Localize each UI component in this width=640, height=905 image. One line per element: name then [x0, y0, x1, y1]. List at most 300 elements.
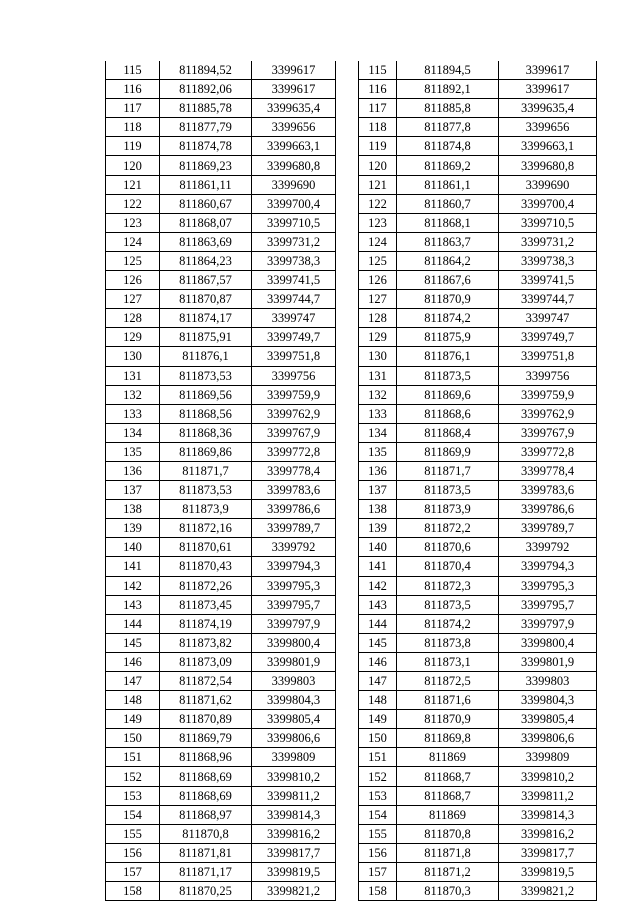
x-coordinate-cell: 811868,07: [160, 213, 252, 232]
x-coordinate-cell: 811873,5: [397, 595, 499, 614]
y-coordinate-cell: 3399759,9: [499, 385, 597, 404]
x-coordinate-cell: 811868,69: [160, 786, 252, 805]
table-row: [106, 137, 336, 156]
table-row: [106, 748, 336, 767]
y-coordinate-cell: 3399741,5: [252, 271, 336, 290]
point-number-cell: 131: [106, 366, 160, 385]
table-row: [106, 614, 336, 633]
y-coordinate-cell: 3399749,7: [499, 328, 597, 347]
table-row: [106, 519, 336, 538]
table-row: [106, 251, 336, 270]
point-number-cell: 125: [359, 251, 397, 270]
x-coordinate-cell: 811870,6: [397, 538, 499, 557]
x-coordinate-cell: 811873,5: [397, 481, 499, 500]
point-number-cell: 153: [106, 786, 160, 805]
y-coordinate-cell: 3399663,1: [252, 137, 336, 156]
y-coordinate-cell: 3399819,5: [252, 862, 336, 881]
coordinates-table-original: [105, 61, 336, 901]
point-number-cell: 132: [106, 385, 160, 404]
y-coordinate-cell: 3399656: [499, 118, 597, 137]
y-coordinate-cell: 3399805,4: [499, 710, 597, 729]
x-coordinate-cell: 811870,9: [397, 290, 499, 309]
table-row: [359, 366, 597, 385]
y-coordinate-cell: 3399801,9: [499, 652, 597, 671]
point-number-cell: 123: [106, 213, 160, 232]
table-row: [359, 232, 597, 251]
y-coordinate-cell: 3399700,4: [499, 194, 597, 213]
point-number-cell: 143: [106, 595, 160, 614]
x-coordinate-cell: 811868,7: [397, 786, 499, 805]
y-coordinate-cell: 3399795,7: [499, 595, 597, 614]
point-number-cell: 119: [359, 137, 397, 156]
table-row: [359, 423, 597, 442]
x-coordinate-cell: 811868,97: [160, 805, 252, 824]
point-number-cell: 140: [106, 538, 160, 557]
point-number-cell: 132: [359, 385, 397, 404]
table-row: [359, 80, 597, 99]
x-coordinate-cell: 811870,25: [160, 882, 252, 901]
table-row: [359, 767, 597, 786]
y-coordinate-cell: 3399617: [499, 80, 597, 99]
point-number-cell: 136: [106, 461, 160, 480]
y-coordinate-cell: 3399804,3: [252, 691, 336, 710]
point-number-cell: 128: [106, 309, 160, 328]
y-coordinate-cell: 3399816,2: [252, 824, 336, 843]
table-row: [106, 633, 336, 652]
point-number-cell: 137: [106, 481, 160, 500]
x-coordinate-cell: 811871,7: [397, 461, 499, 480]
table-row: [106, 423, 336, 442]
x-coordinate-cell: 811871,6: [397, 691, 499, 710]
y-coordinate-cell: 3399635,4: [252, 99, 336, 118]
y-coordinate-cell: 3399810,2: [252, 767, 336, 786]
point-number-cell: 115: [106, 61, 160, 80]
table-row: [359, 614, 597, 633]
y-coordinate-cell: 3399789,7: [252, 519, 336, 538]
table-row: [359, 385, 597, 404]
x-coordinate-cell: 811875,9: [397, 328, 499, 347]
y-coordinate-cell: 3399767,9: [252, 423, 336, 442]
y-coordinate-cell: 3399635,4: [499, 99, 597, 118]
table-row: [359, 271, 597, 290]
table-row: [359, 557, 597, 576]
x-coordinate-cell: 811874,78: [160, 137, 252, 156]
y-coordinate-cell: 3399794,3: [252, 557, 336, 576]
y-coordinate-cell: 3399738,3: [252, 251, 336, 270]
table-row: [106, 290, 336, 309]
x-coordinate-cell: 811868,6: [397, 404, 499, 423]
y-coordinate-cell: 3399800,4: [499, 633, 597, 652]
point-number-cell: 157: [359, 862, 397, 881]
table-row: [359, 347, 597, 366]
point-number-cell: 147: [359, 672, 397, 691]
point-number-cell: 145: [106, 633, 160, 652]
table-row: [359, 99, 597, 118]
x-coordinate-cell: 811873,9: [160, 500, 252, 519]
y-coordinate-cell: 3399810,2: [499, 767, 597, 786]
point-number-cell: 138: [106, 500, 160, 519]
y-coordinate-cell: 3399710,5: [499, 213, 597, 232]
x-coordinate-cell: 811861,1: [397, 175, 499, 194]
x-coordinate-cell: 811885,78: [160, 99, 252, 118]
table-row: [106, 232, 336, 251]
x-coordinate-cell: 811873,82: [160, 633, 252, 652]
point-number-cell: 149: [106, 710, 160, 729]
point-number-cell: 140: [359, 538, 397, 557]
y-coordinate-cell: 3399680,8: [252, 156, 336, 175]
y-coordinate-cell: 3399806,6: [252, 729, 336, 748]
y-coordinate-cell: 3399680,8: [499, 156, 597, 175]
point-number-cell: 158: [106, 882, 160, 901]
table-row: [106, 786, 336, 805]
y-coordinate-cell: 3399617: [499, 61, 597, 80]
point-number-cell: 150: [106, 729, 160, 748]
y-coordinate-cell: 3399751,8: [252, 347, 336, 366]
y-coordinate-cell: 3399817,7: [499, 843, 597, 862]
point-number-cell: 124: [106, 232, 160, 251]
y-coordinate-cell: 3399804,3: [499, 691, 597, 710]
table-row: [106, 824, 336, 843]
table-row: [359, 328, 597, 347]
x-coordinate-cell: 811864,2: [397, 251, 499, 270]
point-number-cell: 143: [359, 595, 397, 614]
x-coordinate-cell: 811872,54: [160, 672, 252, 691]
x-coordinate-cell: 811875,91: [160, 328, 252, 347]
point-number-cell: 133: [359, 404, 397, 423]
point-number-cell: 116: [359, 80, 397, 99]
point-number-cell: 148: [106, 691, 160, 710]
y-coordinate-cell: 3399797,9: [499, 614, 597, 633]
point-number-cell: 131: [359, 366, 397, 385]
x-coordinate-cell: 811868,56: [160, 404, 252, 423]
table-row: [106, 481, 336, 500]
table-row: [359, 748, 597, 767]
x-coordinate-cell: 811892,06: [160, 80, 252, 99]
x-coordinate-cell: 811871,8: [397, 843, 499, 862]
table-row: [359, 824, 597, 843]
y-coordinate-cell: 3399749,7: [252, 328, 336, 347]
x-coordinate-cell: 811869,86: [160, 442, 252, 461]
y-coordinate-cell: 3399805,4: [252, 710, 336, 729]
y-coordinate-cell: 3399747: [499, 309, 597, 328]
table-row: [106, 672, 336, 691]
point-number-cell: 121: [106, 175, 160, 194]
y-coordinate-cell: 3399821,2: [499, 882, 597, 901]
point-number-cell: 153: [359, 786, 397, 805]
x-coordinate-cell: 811876,1: [160, 347, 252, 366]
point-number-cell: 138: [359, 500, 397, 519]
x-coordinate-cell: 811860,7: [397, 194, 499, 213]
point-number-cell: 139: [359, 519, 397, 538]
point-number-cell: 155: [359, 824, 397, 843]
table-row: [106, 576, 336, 595]
y-coordinate-cell: 3399811,2: [252, 786, 336, 805]
table-row: [106, 99, 336, 118]
x-coordinate-cell: 811868,1: [397, 213, 499, 232]
y-coordinate-cell: 3399794,3: [499, 557, 597, 576]
table-row: [106, 557, 336, 576]
table-row: [359, 309, 597, 328]
coordinates-table-rounded: [358, 61, 597, 901]
table-row: [359, 691, 597, 710]
table-row: [106, 595, 336, 614]
y-coordinate-cell: 3399797,9: [252, 614, 336, 633]
point-number-cell: 155: [106, 824, 160, 843]
x-coordinate-cell: 811877,79: [160, 118, 252, 137]
x-coordinate-cell: 811869,79: [160, 729, 252, 748]
y-coordinate-cell: 3399738,3: [499, 251, 597, 270]
point-number-cell: 146: [106, 652, 160, 671]
table-row: [106, 404, 336, 423]
table-row: [106, 194, 336, 213]
table-row: [106, 80, 336, 99]
table-row: [106, 271, 336, 290]
x-coordinate-cell: 811873,1: [397, 652, 499, 671]
point-number-cell: 118: [106, 118, 160, 137]
y-coordinate-cell: 3399731,2: [499, 232, 597, 251]
table-row: [106, 500, 336, 519]
point-number-cell: 156: [106, 843, 160, 862]
table-row: [359, 461, 597, 480]
x-coordinate-cell: 811871,81: [160, 843, 252, 862]
point-number-cell: 144: [359, 614, 397, 633]
x-coordinate-cell: 811870,9: [397, 710, 499, 729]
x-coordinate-cell: 811872,2: [397, 519, 499, 538]
point-number-cell: 139: [106, 519, 160, 538]
x-coordinate-cell: 811868,7: [397, 767, 499, 786]
x-coordinate-cell: 811871,2: [397, 862, 499, 881]
point-number-cell: 150: [359, 729, 397, 748]
point-number-cell: 151: [106, 748, 160, 767]
y-coordinate-cell: 3399767,9: [499, 423, 597, 442]
x-coordinate-cell: 811870,8: [397, 824, 499, 843]
y-coordinate-cell: 3399795,7: [252, 595, 336, 614]
point-number-cell: 135: [359, 442, 397, 461]
y-coordinate-cell: 3399806,6: [499, 729, 597, 748]
x-coordinate-cell: 811870,4: [397, 557, 499, 576]
x-coordinate-cell: 811863,7: [397, 232, 499, 251]
x-coordinate-cell: 811871,62: [160, 691, 252, 710]
x-coordinate-cell: 811870,89: [160, 710, 252, 729]
y-coordinate-cell: 3399817,7: [252, 843, 336, 862]
point-number-cell: 133: [106, 404, 160, 423]
point-number-cell: 120: [359, 156, 397, 175]
table-row: [106, 805, 336, 824]
y-coordinate-cell: 3399778,4: [499, 461, 597, 480]
y-coordinate-cell: 3399690: [252, 175, 336, 194]
x-coordinate-cell: 811870,61: [160, 538, 252, 557]
x-coordinate-cell: 811869,2: [397, 156, 499, 175]
x-coordinate-cell: 811874,2: [397, 614, 499, 633]
y-coordinate-cell: 3399663,1: [499, 137, 597, 156]
point-number-cell: 148: [359, 691, 397, 710]
point-number-cell: 136: [359, 461, 397, 480]
point-number-cell: 137: [359, 481, 397, 500]
point-number-cell: 120: [106, 156, 160, 175]
x-coordinate-cell: 811869,23: [160, 156, 252, 175]
y-coordinate-cell: 3399744,7: [499, 290, 597, 309]
x-coordinate-cell: 811861,11: [160, 175, 252, 194]
x-coordinate-cell: 811867,6: [397, 271, 499, 290]
y-coordinate-cell: 3399759,9: [252, 385, 336, 404]
point-number-cell: 134: [359, 423, 397, 442]
point-number-cell: 151: [359, 748, 397, 767]
y-coordinate-cell: 3399747: [252, 309, 336, 328]
y-coordinate-cell: 3399783,6: [252, 481, 336, 500]
point-number-cell: 141: [106, 557, 160, 576]
y-coordinate-cell: 3399617: [252, 61, 336, 80]
point-number-cell: 154: [106, 805, 160, 824]
x-coordinate-cell: 811877,8: [397, 118, 499, 137]
x-coordinate-cell: 811869,9: [397, 442, 499, 461]
y-coordinate-cell: 3399795,3: [252, 576, 336, 595]
point-number-cell: 117: [359, 99, 397, 118]
table-row: [106, 710, 336, 729]
y-coordinate-cell: 3399809: [252, 748, 336, 767]
x-coordinate-cell: 811873,9: [397, 500, 499, 519]
table-row: [106, 767, 336, 786]
y-coordinate-cell: 3399786,6: [499, 500, 597, 519]
point-number-cell: 145: [359, 633, 397, 652]
x-coordinate-cell: 811870,87: [160, 290, 252, 309]
y-coordinate-cell: 3399656: [252, 118, 336, 137]
y-coordinate-cell: 3399731,2: [252, 232, 336, 251]
point-number-cell: 121: [359, 175, 397, 194]
table-row: [359, 576, 597, 595]
point-number-cell: 156: [359, 843, 397, 862]
point-number-cell: 142: [359, 576, 397, 595]
point-number-cell: 116: [106, 80, 160, 99]
table-row: [106, 729, 336, 748]
table-row: [359, 595, 597, 614]
point-number-cell: 146: [359, 652, 397, 671]
y-coordinate-cell: 3399741,5: [499, 271, 597, 290]
y-coordinate-cell: 3399821,2: [252, 882, 336, 901]
y-coordinate-cell: 3399803: [499, 672, 597, 691]
y-coordinate-cell: 3399756: [499, 366, 597, 385]
table-row: [359, 729, 597, 748]
point-number-cell: 129: [106, 328, 160, 347]
x-coordinate-cell: 811869,8: [397, 729, 499, 748]
y-coordinate-cell: 3399744,7: [252, 290, 336, 309]
x-coordinate-cell: 811874,19: [160, 614, 252, 633]
table-row: [359, 786, 597, 805]
y-coordinate-cell: 3399792: [499, 538, 597, 557]
table-row: [106, 862, 336, 881]
y-coordinate-cell: 3399778,4: [252, 461, 336, 480]
coordinates-table-rounded-body: [359, 61, 597, 901]
y-coordinate-cell: 3399762,9: [252, 404, 336, 423]
point-number-cell: 142: [106, 576, 160, 595]
table-row: [359, 633, 597, 652]
table-row: [359, 137, 597, 156]
table-row: [359, 251, 597, 270]
y-coordinate-cell: 3399762,9: [499, 404, 597, 423]
x-coordinate-cell: 811874,8: [397, 137, 499, 156]
point-number-cell: 115: [359, 61, 397, 80]
x-coordinate-cell: 811869,56: [160, 385, 252, 404]
y-coordinate-cell: 3399803: [252, 672, 336, 691]
table-row: [359, 519, 597, 538]
table-row: [359, 862, 597, 881]
y-coordinate-cell: 3399783,6: [499, 481, 597, 500]
y-coordinate-cell: 3399772,8: [252, 442, 336, 461]
table-row: [359, 290, 597, 309]
point-number-cell: 152: [106, 767, 160, 786]
x-coordinate-cell: 811872,16: [160, 519, 252, 538]
y-coordinate-cell: 3399795,3: [499, 576, 597, 595]
x-coordinate-cell: 811873,09: [160, 652, 252, 671]
table-row: [359, 843, 597, 862]
y-coordinate-cell: 3399814,3: [499, 805, 597, 824]
y-coordinate-cell: 3399816,2: [499, 824, 597, 843]
point-number-cell: 122: [359, 194, 397, 213]
point-number-cell: 149: [359, 710, 397, 729]
point-number-cell: 129: [359, 328, 397, 347]
table-row: [106, 366, 336, 385]
y-coordinate-cell: 3399751,8: [499, 347, 597, 366]
x-coordinate-cell: 811868,36: [160, 423, 252, 442]
table-row: [359, 404, 597, 423]
point-number-cell: 122: [106, 194, 160, 213]
table-row: [106, 385, 336, 404]
x-coordinate-cell: 811860,67: [160, 194, 252, 213]
point-number-cell: 130: [106, 347, 160, 366]
coordinates-table-original-body: [106, 61, 336, 901]
table-row: [106, 118, 336, 137]
x-coordinate-cell: 811874,2: [397, 309, 499, 328]
table-row: [106, 328, 336, 347]
point-number-cell: 117: [106, 99, 160, 118]
y-coordinate-cell: 3399819,5: [499, 862, 597, 881]
x-coordinate-cell: 811870,43: [160, 557, 252, 576]
x-coordinate-cell: 811872,5: [397, 672, 499, 691]
table-row: [359, 500, 597, 519]
x-coordinate-cell: 811873,45: [160, 595, 252, 614]
point-number-cell: 127: [359, 290, 397, 309]
y-coordinate-cell: 3399800,4: [252, 633, 336, 652]
y-coordinate-cell: 3399814,3: [252, 805, 336, 824]
table-row: [106, 61, 336, 80]
table-row: [359, 194, 597, 213]
table-row: [359, 538, 597, 557]
point-number-cell: 154: [359, 805, 397, 824]
point-number-cell: 141: [359, 557, 397, 576]
x-coordinate-cell: 811868,96: [160, 748, 252, 767]
y-coordinate-cell: 3399786,6: [252, 500, 336, 519]
table-row: [359, 61, 597, 80]
table-row: [359, 442, 597, 461]
x-coordinate-cell: 811872,3: [397, 576, 499, 595]
point-number-cell: 130: [359, 347, 397, 366]
x-coordinate-cell: 811892,1: [397, 80, 499, 99]
point-number-cell: 126: [359, 271, 397, 290]
x-coordinate-cell: 811869: [397, 748, 499, 767]
table-row: [359, 481, 597, 500]
table-row: [106, 156, 336, 175]
x-coordinate-cell: 811867,57: [160, 271, 252, 290]
point-number-cell: 127: [106, 290, 160, 309]
table-row: [359, 882, 597, 901]
point-number-cell: 157: [106, 862, 160, 881]
table-row: [359, 672, 597, 691]
y-coordinate-cell: 3399789,7: [499, 519, 597, 538]
x-coordinate-cell: 811894,52: [160, 61, 252, 80]
y-coordinate-cell: 3399801,9: [252, 652, 336, 671]
y-coordinate-cell: 3399811,2: [499, 786, 597, 805]
x-coordinate-cell: 811873,8: [397, 633, 499, 652]
table-row: [106, 843, 336, 862]
